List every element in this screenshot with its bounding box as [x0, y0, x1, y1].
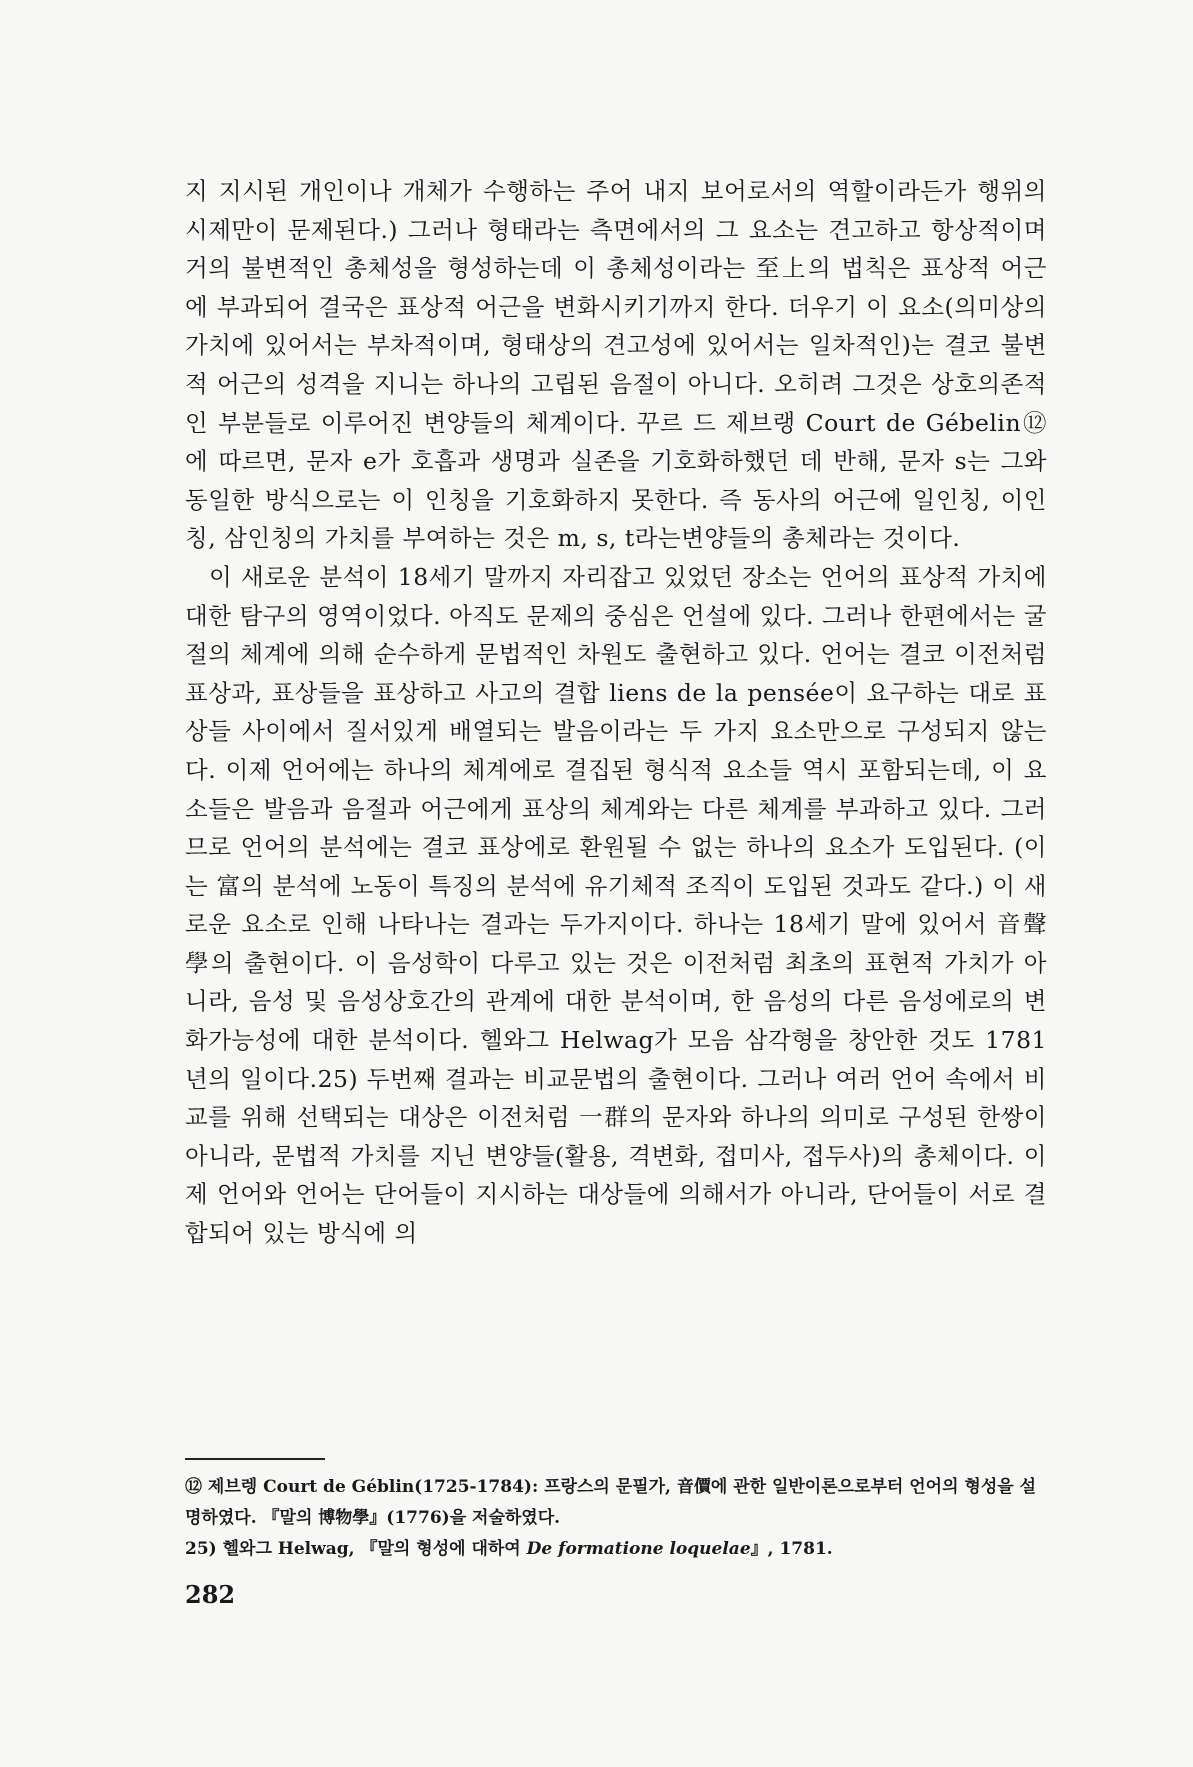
paragraph-2: 이 새로운 분석이 18세기 말까지 자리잡고 있었던 장소는 언어의 표상적 가치에 대한 탐구의 영역이었다. 아직도 문제의 중심은 언설에 있다. 그러나 한편에서는 굴절의 체계에 의해 순수하게 문법적인 차원도 출현하고 있다. 언어는 결코 이전처럼 표상과, 표상들을 표상하고 사고의 결합 liens de la pensée이 요구하는 대로 표상들 사이에서 질서있게 배열되는 발음이라는 두 가지 요소만으로 구성되지 않는다. 이제 언어에는 하나의 체계에로 결집된 형식적 요소들 역시 포함되는데, 이 요소들은 발음과 음절과 어근에게 표상의 체계와는 다른 체계를 부과하고 있다. 그러므로 언어의 분석에는 결코 표상에로 환원될 수 없는 하나의 요소가 도입된다. (이는 富의 분석에 노동이 특징의 분석에 유기체적 조직이 도입된 것과도 같다.) 이 새로운 요소로 인해 나타나는 결과는 두가지이다. 하나는 18세기 말에 있어서 音聲學의 출현이다. 이 음성학이 다루고 있는 것은 이전처럼 최초의 표현적 가치가 아니라, 음성 및 음성상호간의 관계에 대한 분석이며, 한 음성의 다른 음성에로의 변화가능성에 대한 분석이다. 헬와그 Helwag가 모음 삼각형을 창안한 것도 1781년의 일이다.25) 두번째 결과는 비교문법의 출현이다. 그러나 여러 언어 속에서 비교를 위해 선택되는 대상은 이전처럼 一群의 문자와 하나의 의미로 구성된 한쌍이 아니라, 문법적 가치를 지닌 변양들(활용, 격변화, 접미사, 접두사)의 총체이다. 이제 언어와 언어는 단어들이 지시하는 대상들에 의해서가 아니라, 단어들이 서로 결합되어 있는 방식에 의 [185, 562, 1047, 1248]
footnote-25-suffix: 』, 1781. [750, 1539, 833, 1559]
page-number: 282 [185, 1580, 236, 1609]
footnote-25 [185, 1534, 1047, 1565]
footnote-25-prefix: 25) 헬와그 Helwag, 『말의 형성에 대하여 [185, 1539, 527, 1559]
footnotes [185, 1472, 1047, 1565]
paragraph-1: 지 지시된 개인이나 개체가 수행하는 주어 내지 보어로서의 역할이라든가 행위의 시제만이 문제된다.) 그러나 형태라는 측면에서의 그 요소는 견고하고 항상적이며 거의 불변적인 총체성을 형성하는데 이 총체성이라는 至上의 법칙은 표상적 어근에 부과되어 결국은 표상적 어근을 변화시키기까지 한다. 더우기 이 요소(의미상의 가치에 있어서는 부차적이며, 형태상의 견고성에 있어서는 일차적인)는 결코 불변적 어근의 성격을 지니는 하나의 고립된 음절이 아니다. 오히려 그것은 상호의존적인 부분들로 이루어진 변양들의 체계이다. 꾸르 드 제브랭 Court de Gébelin⑫에 따르면, 문자 e가 호흡과 생명과 실존을 기호화하했던 데 반해, 문자 s는 그와 동일한 방식으로는 이 인칭을 기호화하지 못한다. 즉 동사의 어근에 일인칭, 이인칭, 삼인칭의 가치를 부여하는 것은 m, s, t라는변양들의 총체라는 것이다. [185, 177, 1047, 553]
footnote-25-title: De formatione loquelae [526, 1539, 751, 1559]
footnote-rule [185, 1458, 325, 1460]
body-text [185, 172, 1047, 1253]
footnote-12: ⑫ 제브렝 Court de Géblin(1725-1784): 프랑스의 문필가, 音價에 관한 일반이론으로부터 언어의 형성을 설명하였다. 『말의 博物學』(1776)을 저술하였다. [185, 1477, 1037, 1528]
